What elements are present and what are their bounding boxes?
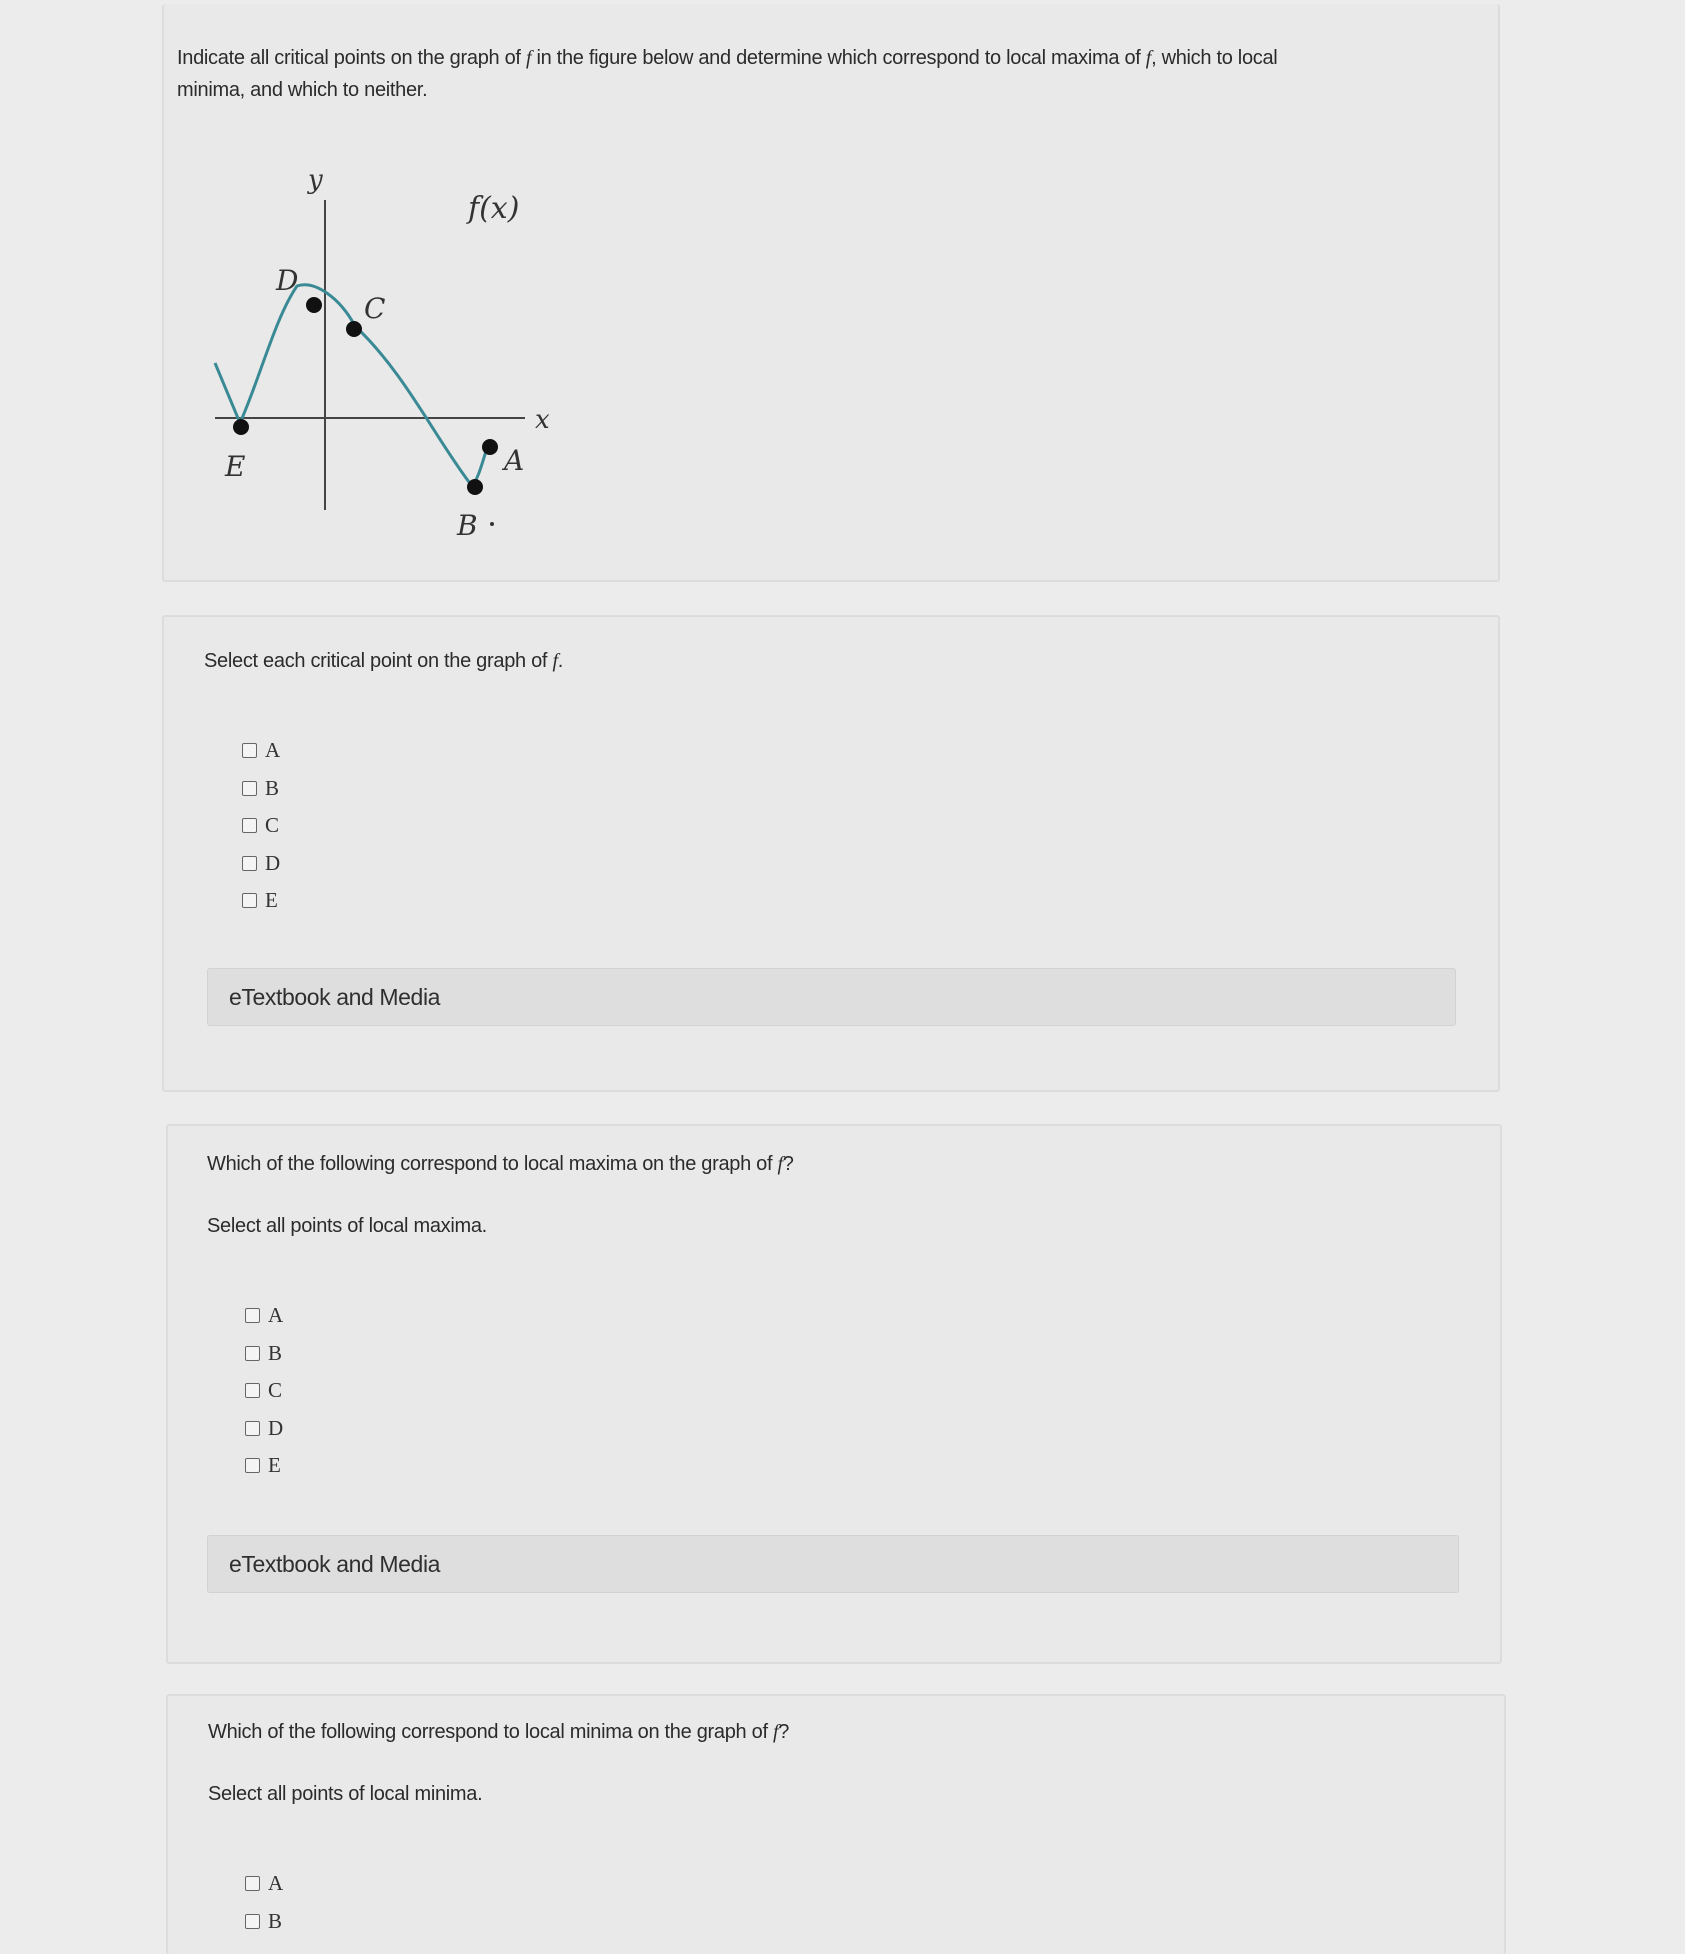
question-3-prompt — [208, 1716, 789, 1748]
x-axis-label: x — [535, 405, 550, 435]
q2-option-a[interactable] — [245, 1297, 283, 1335]
function-curve — [215, 285, 488, 486]
question-2-instruction: Select all points of local maxima. — [207, 1215, 487, 1237]
option-label: C — [268, 1378, 283, 1403]
function-label: f(x) — [468, 191, 520, 226]
function-graph — [200, 158, 580, 558]
checkbox[interactable] — [245, 1876, 260, 1891]
point-e-marker — [233, 419, 249, 435]
q3-option-b[interactable] — [245, 1903, 283, 1941]
q2-option-d[interactable] — [245, 1410, 283, 1448]
option-label: C — [265, 813, 280, 838]
prompt-f: f — [552, 650, 558, 672]
intro-f: f — [1145, 47, 1152, 69]
prompt-text: Which of the following correspond to local minima on the graph of — [208, 1721, 773, 1743]
q1-option-d[interactable] — [242, 845, 280, 883]
checkbox[interactable] — [245, 1914, 260, 1929]
option-label: B — [268, 1908, 283, 1933]
question-1-prompt — [204, 645, 563, 677]
intro-text: , which to local — [1151, 47, 1278, 69]
q1-option-e[interactable] — [242, 882, 280, 920]
problem-statement — [177, 42, 1277, 106]
intro-text: in the figure below and determine which correspond to local maxima of — [531, 47, 1146, 69]
checkbox[interactable] — [245, 1346, 260, 1361]
prompt-text: Select each critical point on the graph of — [204, 650, 553, 672]
option-label: E — [268, 1453, 281, 1478]
intro-text: minima, and which to neither. — [177, 79, 428, 101]
option-label: A — [268, 1303, 284, 1328]
q1-etextbook-media[interactable]: eTextbook and Media — [207, 968, 1456, 1026]
prompt-f: f — [772, 1721, 779, 1743]
intro-f: f — [525, 47, 532, 69]
q2-option-b[interactable] — [245, 1335, 283, 1373]
prompt-text: ? — [782, 1153, 794, 1175]
checkbox[interactable] — [245, 1421, 260, 1436]
q2-option-e[interactable] — [245, 1447, 283, 1485]
q2-option-c[interactable] — [245, 1372, 283, 1410]
checkbox[interactable] — [242, 893, 257, 908]
prompt-text: Which of the following correspond to local maxima on the graph of — [207, 1153, 778, 1175]
option-label: A — [268, 1871, 284, 1896]
point-a-marker — [482, 439, 498, 455]
checkbox[interactable] — [242, 743, 257, 758]
question-2-prompt — [207, 1148, 794, 1180]
checkbox[interactable] — [245, 1383, 260, 1398]
q1-option-b[interactable] — [242, 770, 280, 808]
option-label: D — [268, 1415, 284, 1440]
point-b-marker — [467, 479, 483, 495]
prompt-text: ? — [778, 1721, 790, 1743]
prompt-text: . — [557, 650, 563, 672]
point-a-label: A — [504, 444, 525, 477]
point-c-label: C — [364, 292, 386, 325]
y-axis-label: y — [308, 165, 323, 195]
option-label: B — [265, 775, 280, 800]
option-label: A — [265, 738, 281, 763]
question-3-options — [245, 1865, 283, 1940]
checkbox[interactable] — [242, 856, 257, 871]
point-e-label: E — [225, 450, 246, 483]
point-c-marker — [346, 321, 362, 337]
point-d-marker — [306, 297, 322, 313]
point-b-label: B — [457, 509, 478, 542]
checkbox[interactable] — [245, 1308, 260, 1323]
checkbox[interactable] — [242, 818, 257, 833]
q1-option-a[interactable] — [242, 732, 280, 770]
checkbox[interactable] — [245, 1458, 260, 1473]
prompt-f: f — [777, 1153, 783, 1175]
question-1-options — [242, 732, 280, 920]
option-label: E — [265, 888, 278, 913]
intro-text: Indicate all critical points on the graph of — [177, 47, 526, 69]
question-2-options — [245, 1297, 283, 1485]
checkbox[interactable] — [242, 781, 257, 796]
option-label: B — [268, 1340, 283, 1365]
point-d-label: D — [276, 264, 299, 297]
option-label: D — [265, 850, 281, 875]
question-3-instruction: Select all points of local minima. — [208, 1783, 483, 1805]
point-b-dot — [490, 522, 494, 526]
q3-option-a[interactable] — [245, 1865, 283, 1903]
q1-option-c[interactable] — [242, 807, 280, 845]
q2-etextbook-media[interactable]: eTextbook and Media — [207, 1535, 1459, 1593]
